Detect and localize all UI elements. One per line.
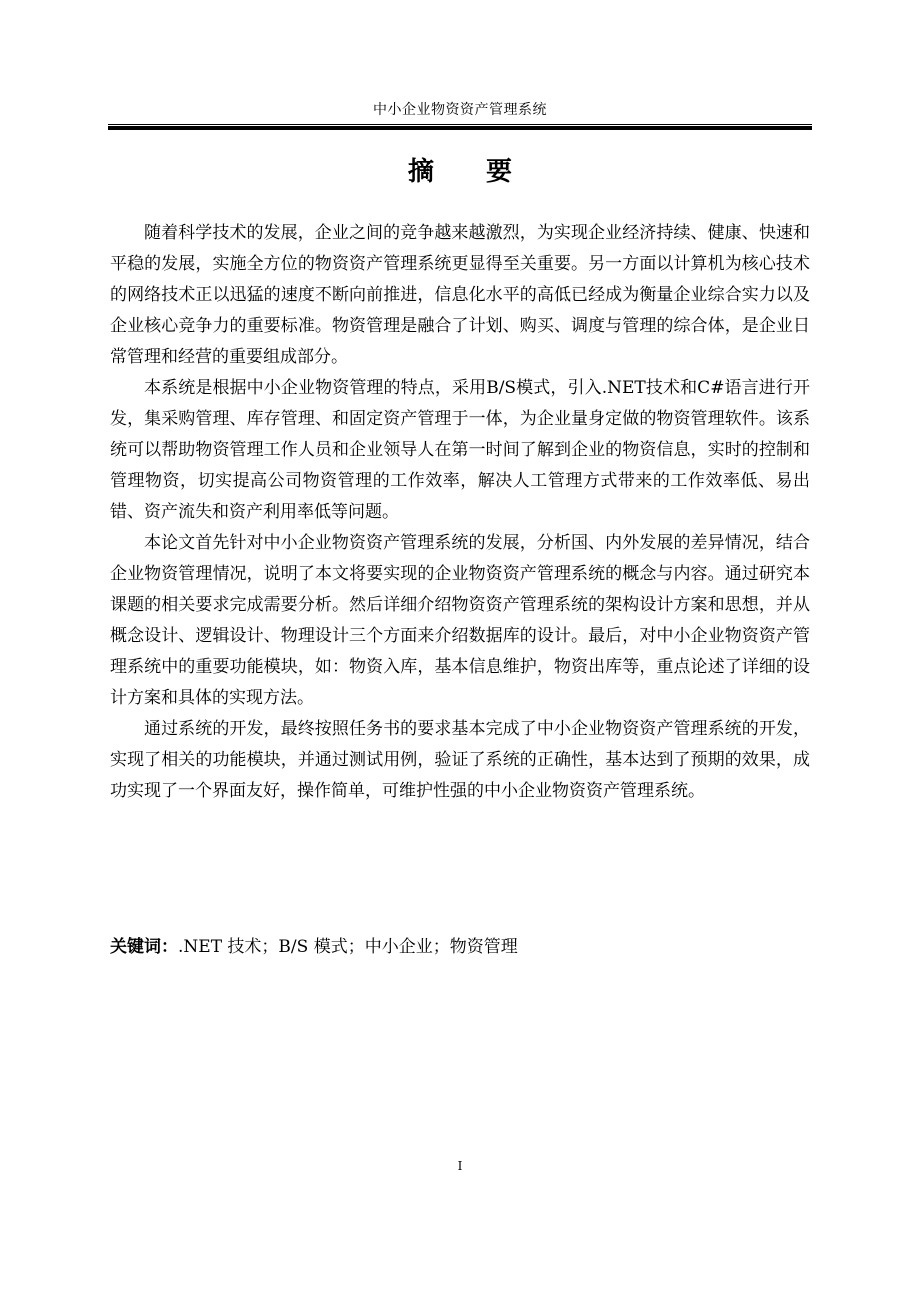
abstract-title: 摘 要 xyxy=(407,157,512,187)
abstract-paragraph-4: 通过系统的开发，最终按照任务书的要求基本完成了中小企业物资资产管理系统的开发，实现了相关的功能模块，并通过测试用例，验证了系统的正确性，基本达到了预期的效果，成功实现了一个界面友好，操作简单，可维护性强的中小企业物资资产管理系统。 xyxy=(110,719,810,801)
abstract-body xyxy=(110,218,810,807)
page-number: I xyxy=(457,1159,463,1173)
keywords-label: 关键词： xyxy=(110,937,178,957)
abstract-paragraph-2: 本系统是根据中小企业物资管理的特点，采用B/S模式，引入.NET技术和C#语言进行开发，集采购管理、库存管理、和固定资产管理于一体，为企业量身定做的物资管理软件。该系统可以帮助物资管理工作人员和企业领导人在第一时间了解到企业的物资信息，实时的控制和管理物资，切实提高公司物资管理的工作效率，解决人工管理方式带来的工作效率低、易出错、资产流失和资产利用率低等问题。 xyxy=(110,378,810,522)
keywords-text: .NET 技术；B/S 模式；中小企业；物资管理 xyxy=(178,937,518,957)
running-header: 中小企业物资资产管理系统 xyxy=(373,102,547,118)
abstract-paragraph-1: 随着科学技术的发展，企业之间的竞争越来越激烈，为实现企业经济持续、健康、快速和平稳的发展，实施全方位的物资资产管理系统更显得至关重要。另一方面以计算机为核心技术的网络技术正以迅猛的速度不断向前推进，信息化水平的高低已经成为衡量企业综合实力以及企业核心竞争力的重要标准。物资管理是融合了计划、购买、调度与管理的综合体，是企业日常管理和经营的重要组成部分。 xyxy=(110,223,810,367)
header-rule-thin xyxy=(108,124,812,125)
abstract-paragraph-3: 本论文首先针对中小企业物资资产管理系统的发展，分析国、内外发展的差异情况，结合企业物资管理情况，说明了本文将要实现的企业物资资产管理系统的概念与内容。通过研究本课题的相关要求完成需要分析。然后详细介绍物资资产管理系统的架构设计方案和思想，并从概念设计、逻辑设计、物理设计三个方面来介绍数据库的设计。最后，对中小企业物资资产管理系统中的重要功能模块，如：物资入库，基本信息维护，物资出库等，重点论述了详细的设计方案和具体的实现方法。 xyxy=(110,533,810,708)
header-rule-thick xyxy=(108,126,812,130)
keywords-line xyxy=(110,932,810,963)
